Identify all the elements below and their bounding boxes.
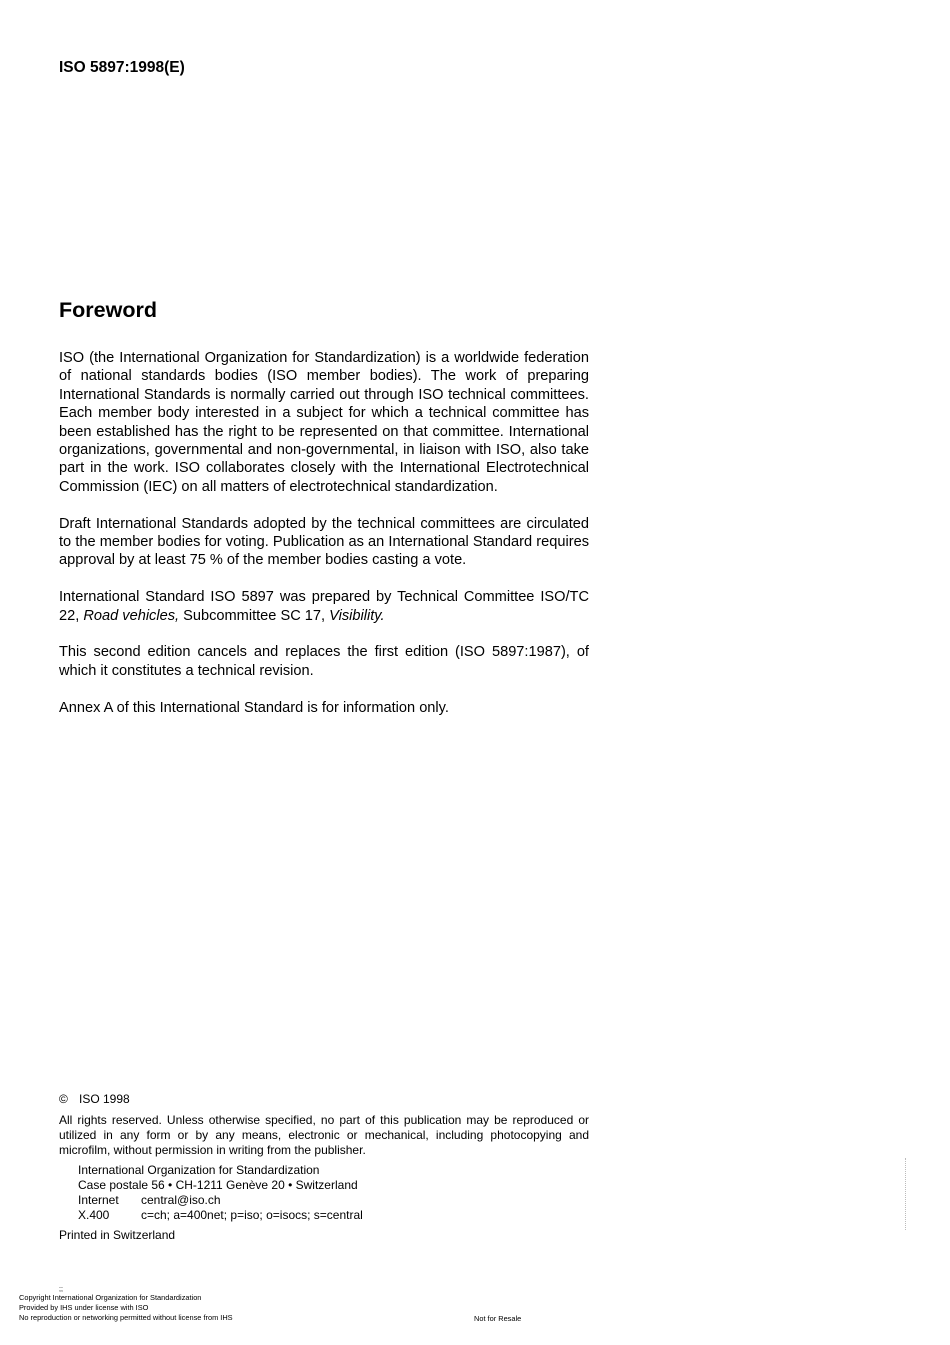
foreword-paragraph: Annex A of this International Standard is for information only. (59, 699, 449, 716)
internet-label: Internet (78, 1193, 119, 1207)
document-id: ISO 5897:1998(E) (59, 59, 185, 76)
footer-line-1: Copyright International Organization for Standardization (19, 1293, 202, 1302)
foreword-paragraph: This second edition cancels and replaces the first edition (ISO 5897:1987), of which it constitutes a technical revision. (59, 644, 589, 679)
foreword-body (59, 349, 589, 735)
foreword-heading: Foreword (59, 298, 157, 322)
address-internet (78, 1193, 589, 1208)
printed-in: Printed in Switzerland (59, 1228, 176, 1242)
address-org: International Organization for Standardization (78, 1163, 320, 1177)
copyright-symbol: © (59, 1092, 68, 1106)
foreword-paragraph: ISO (the International Organization for Standardization) is a worldwide federation of national standards bodies (ISO member bodies). The work of preparing International Standards is normally carried out through ISO technical committees. Each member body interested in a subject for which a technical committee has been established has the right to be represented on that committee. International organizations, governmental and non-governmental, in liaison with ISO, also take part in the work. ISO collaborates closely with the International Electrotechnical Commission (IEC) on all matters of electrotechnical standardization. (59, 350, 589, 495)
internet-value: central@iso.ch (141, 1193, 221, 1207)
footer-marks: ;; (59, 1286, 63, 1293)
x400-value: c=ch; a=400net; p=iso; o=isocs; s=central (141, 1208, 363, 1222)
address-x400 (78, 1208, 589, 1223)
copyright-block (59, 1092, 589, 1243)
footer-line-2: Provided by IHS under license with ISO (19, 1303, 149, 1312)
license-footer (19, 1287, 233, 1323)
rights-statement: All rights reserved. Unless otherwise specified, no part of this publication may be reproduced or utilized in any form or by any means, electronic or mechanical, including photocopying and microfilm, without permission in writing from the publisher. (59, 1113, 589, 1157)
iso-address (78, 1163, 589, 1223)
footer-line-3: No reproduction or networking permitted without license from IHS (19, 1313, 233, 1322)
not-for-resale: Not for Resale (474, 1314, 522, 1323)
foreword-paragraph: International Standard ISO 5897 was prepared by Technical Committee ISO/TC 22, Road vehicles, Subcommittee SC 17, Visibility. (59, 589, 589, 624)
foreword-paragraph: Draft International Standards adopted by the technical committees are circulated to the member bodies for voting. Publication as an International Standard requires approval by at least 75 % of the member bodies casting a vote. (59, 515, 589, 569)
margin-dots (905, 1158, 910, 1230)
address-postal: Case postale 56 • CH-1211 Genève 20 • Switzerland (78, 1178, 358, 1192)
x400-label: X.400 (78, 1208, 110, 1222)
copyright-year: ISO 1998 (79, 1092, 130, 1106)
italic-term: Visibility. (329, 607, 385, 624)
italic-term: Road vehicles, (83, 607, 180, 624)
copyright-line (59, 1092, 589, 1107)
